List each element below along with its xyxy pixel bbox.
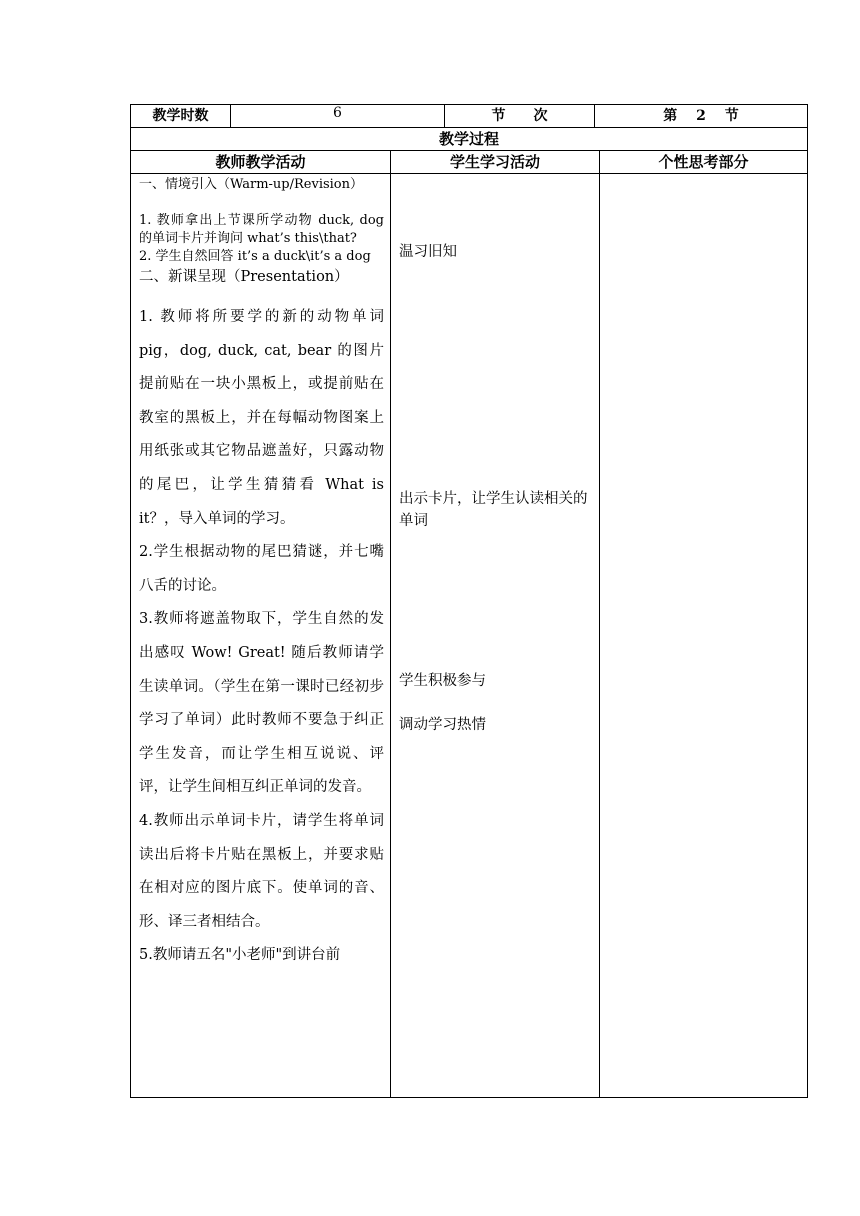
process-title: 教学过程 [131,128,808,151]
column-header-row [131,151,808,174]
student-activity-cell [391,174,600,1098]
header-row [131,105,808,128]
presentation-step-5: 5.教师请五名"小老师"到讲台前 [139,947,341,964]
section-value: 第 2 节 [595,105,808,128]
warmup-section-title: 一、情境引入（Warm-up/Revision） [139,177,364,192]
warmup-item-2: 2. 学生自然回答 it’s a duck\it’s a dog [139,249,371,264]
content-row [131,174,808,1098]
student-note-review: 温习旧知 [399,244,457,260]
presentation-section-title: 二、新课呈现（Presentation） [139,269,349,285]
presentation-step-2: 2.学生根据动物的尾巴猜谜，并七嘴八舌的讨论。 [139,544,384,594]
teacher-activity-cell [131,174,391,1098]
presentation-step-1: 1. 教师将所要学的新的动物单词 pig，dog, duck, cat, bear 的图片提前贴在一块小黑板上，或提前贴在教室的黑板上，并在每幅动物图案上用纸张或其它物品遮盖好，只露动物的尾巴，让学生猜猜看 What is it？，导入单词的学习。 [139,309,384,527]
hours-value: 6 [231,105,445,128]
presentation-step-3: 3.教师将遮盖物取下，学生自然的发出感叹 Wow! Great! 随后教师请学生读单词。（学生在第一课时已经初步学习了单词）此时教师不要急于纠正学生发音，而让学生相互说说、评评，让学生间相互纠正单词的发音。 [139,611,384,796]
process-title-row [131,128,808,151]
teacher-activity-header: 教师教学活动 [131,151,391,174]
student-note-enthusiasm: 调动学习热情 [399,717,486,733]
section-label: 节 次 [445,105,595,128]
student-note-participate: 学生积极参与 [399,673,486,689]
student-activity-header: 学生学习活动 [391,151,600,174]
reflection-header: 个性思考部分 [600,151,808,174]
hours-label: 教学时数 [131,105,231,128]
warmup-item-1: 1. 教师拿出上节课所学动物 duck, dog 的单词卡片并询问 what’s this\that? [139,213,384,246]
presentation-step-4: 4.教师出示单词卡片，请学生将单词读出后将卡片贴在黑板上，并要求贴在相对应的图片底下。使单词的音、形、译三者相结合。 [139,812,384,930]
student-note-cards: 出示卡片，让学生认读相关的单词 [399,491,588,529]
reflection-cell [600,174,808,1098]
lesson-plan-table [130,104,808,1098]
